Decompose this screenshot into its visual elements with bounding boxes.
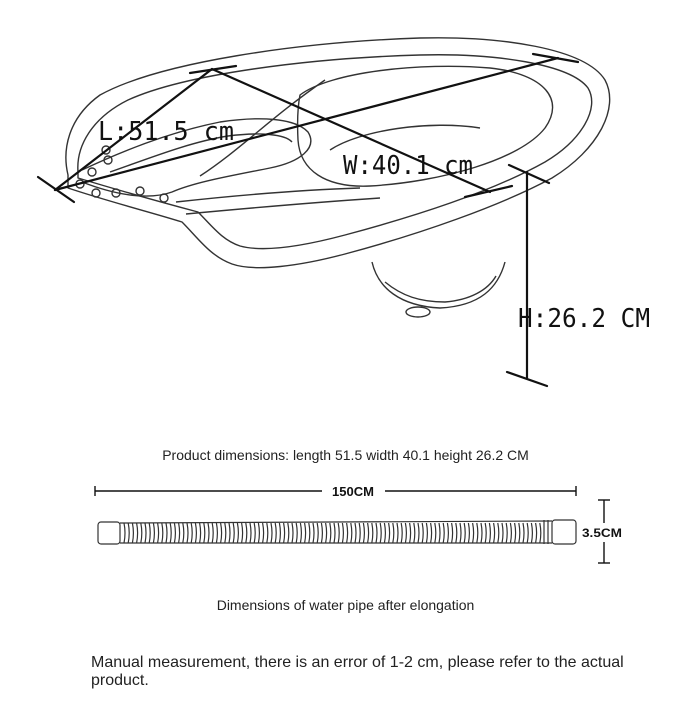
width-label: W:40.1 cm [343,151,473,181]
pipe-length-label: 150CM [332,484,374,499]
water-pipe [98,520,576,544]
basin-bowl-drain-ring [330,125,480,150]
pipe-right-cuff [552,520,576,544]
height-label: H:26.2 CM [518,304,650,334]
pipe-diameter-label: 3.5CM [582,526,623,540]
height-tick-top [509,165,549,183]
pipe-corrugations [124,523,541,543]
basin-drain-plug [406,307,430,317]
width-tick-end [465,186,512,197]
length-label: L:51.5 cm [98,117,234,147]
basin-channel-1 [176,188,360,202]
dimension-lines [38,54,578,386]
pipe-dimensions-caption: Dimensions of water pipe after elongation [216,597,475,613]
product-dimensions-caption: Product dimensions: length 51.5 width 40.1 height 26.2 CM [162,447,529,463]
basin-drain-funnel [372,262,505,308]
basin-drawing [66,38,610,317]
measurement-note: Manual measurement, there is an error of 1-2 cm, please refer to the actual product. [91,654,624,689]
depth-tick-end [533,54,578,62]
basin-channel-2 [186,198,380,214]
basin-outer-rim [66,38,610,268]
pipe-left-cuff [98,522,120,544]
